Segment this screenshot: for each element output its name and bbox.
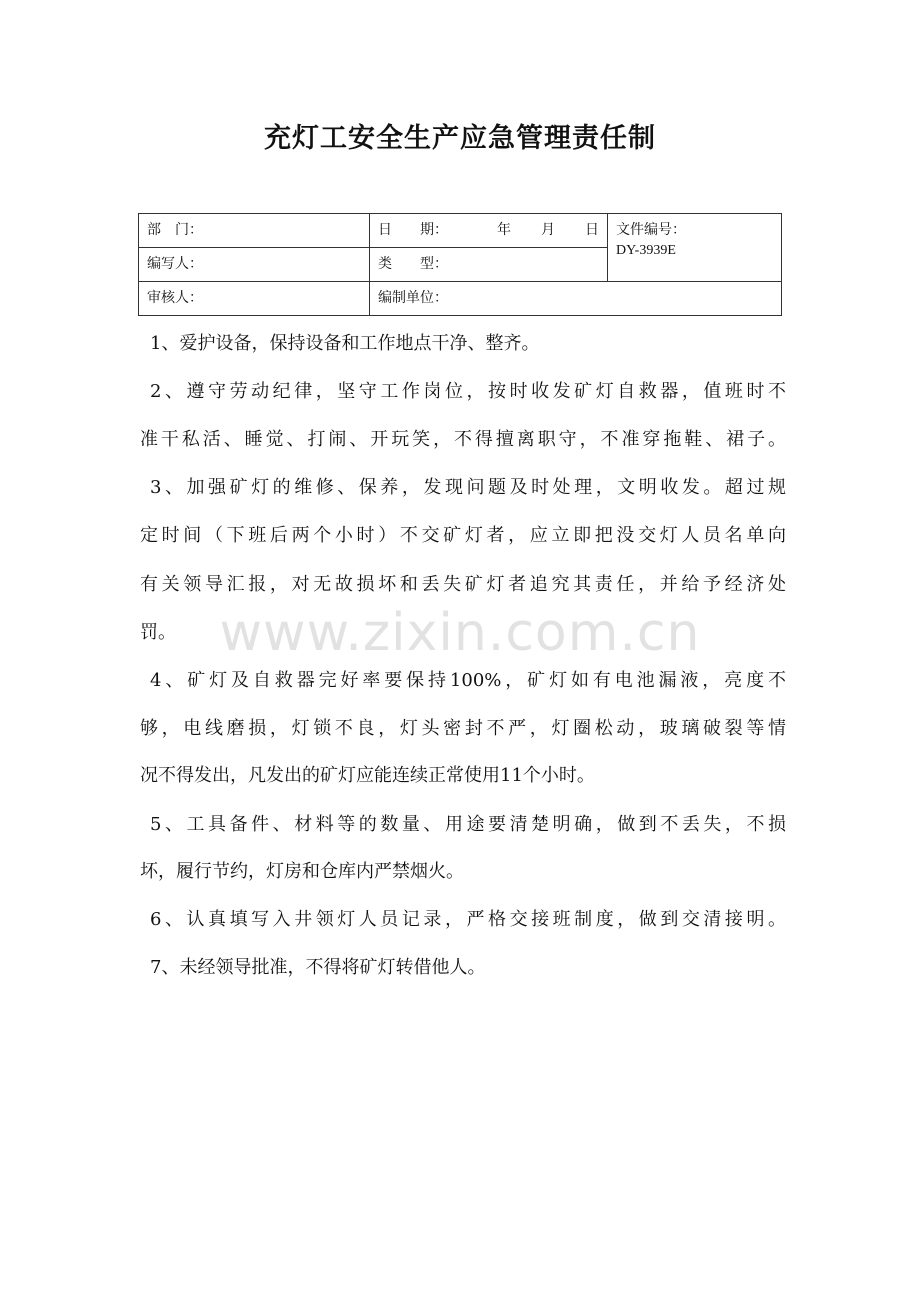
clause-line: 4、矿灯及自救器完好率要保持100%，矿灯如有电池漏液，亮度不 (150, 670, 786, 691)
clause-line: 5、工具备件、材料等的数量、用途要清楚明确，做到不丢失，不损 (150, 814, 786, 835)
clause-line: 7、未经领导批准，不得将矿灯转借他人。 (150, 957, 486, 978)
clause-line: 坏，履行节约，灯房和仓库内严禁烟火。 (140, 861, 464, 882)
doc-number: DY-3939E (616, 243, 676, 258)
date-ymd (497, 219, 599, 239)
date-label: 日 期： (378, 222, 448, 238)
type-cell: 类 型： (370, 248, 608, 282)
clause-line: 2、遵守劳动纪律，坚守工作岗位，按时收发矿灯自救器，值班时不 (150, 381, 786, 402)
year-label: 年 (497, 222, 511, 238)
document-title: 充灯工安全生产应急管理责任制 (264, 123, 656, 154)
doc-number-label: 文件编号： (616, 222, 686, 238)
clause-line: 定时间（下班后两个小时）不交矿灯者，应立即把没交灯人员名单向 (140, 525, 786, 546)
doc-number-cell (608, 214, 782, 282)
clause-line: 3、加强矿灯的维修、保养，发现问题及时处理，文明收发。超过规 (150, 477, 786, 498)
clause-line: 准干私活、睡觉、打闹、开玩笑，不得擅离职守，不准穿拖鞋、裙子。 (140, 429, 786, 450)
author-cell: 编写人： (139, 248, 370, 282)
day-label: 日 (585, 222, 599, 238)
date-cell (370, 214, 608, 248)
clause-line: 况不得发出，凡发出的矿灯应能连续正常使用11个小时。 (140, 765, 595, 786)
watermark: www.zixin.com.cn (219, 603, 701, 663)
clause-line: 罚。 (140, 622, 176, 643)
clause-line: 6、认真填写入井领灯人员记录，严格交接班制度，做到交清接明。 (150, 909, 786, 930)
document-info-table (138, 213, 782, 316)
clause-line: 1、爱护设备，保持设备和工作地点干净、整齐。 (150, 333, 540, 354)
month-label: 月 (541, 222, 555, 238)
clause-line: 够，电线磨损，灯锁不良，灯头密封不严，灯圈松动，玻璃破裂等情 (140, 718, 786, 739)
unit-cell: 编制单位： (370, 282, 782, 316)
reviewer-cell: 审核人： (139, 282, 370, 316)
clause-line: 有关领导汇报，对无故损坏和丢失矿灯者追究其责任，并给予经济处 (140, 574, 786, 595)
department-cell: 部 门： (139, 214, 370, 248)
